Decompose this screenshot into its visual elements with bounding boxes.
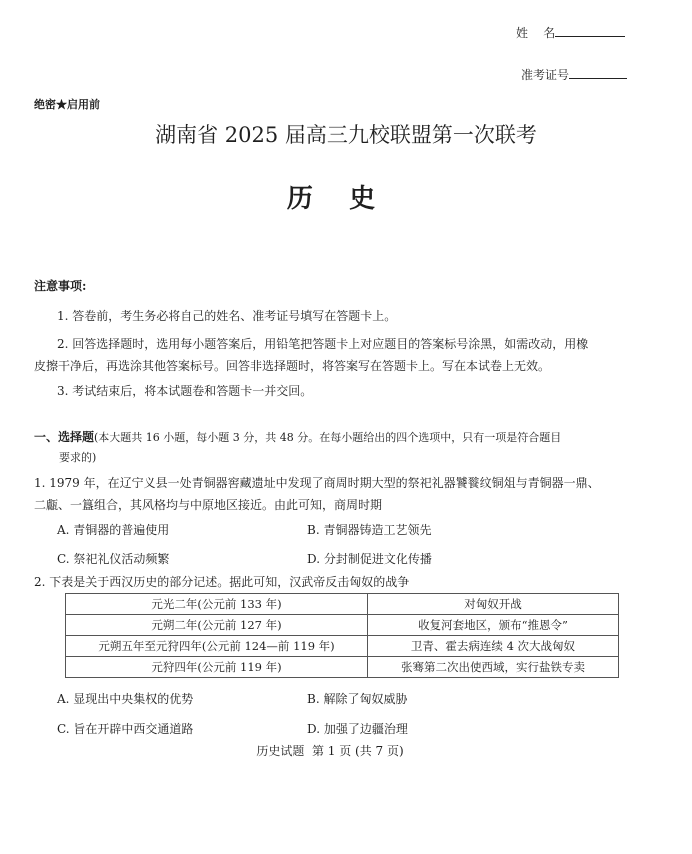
page-footer: 历史试题 第 1 页 (共 7 页): [256, 744, 404, 758]
q1-stem-line1: 1. 1979 年，在辽宁义县一处青铜器窖藏遗址中发现了商周时期大型的祭祀礼器饕餮纹铜俎与青铜器一鼎、: [34, 476, 600, 490]
table-cell: 元朔二年(公元前 127 年): [66, 615, 368, 636]
table-cell: 收复河套地区，颁布“推恩令”: [368, 615, 619, 636]
name-blank[interactable]: [555, 24, 625, 37]
name-label: 姓 名: [516, 26, 556, 40]
table-cell: 元狩四年(公元前 119 年): [66, 657, 368, 678]
table-cell: 元光二年(公元前 133 年): [66, 594, 368, 615]
q2-option-b[interactable]: B. 解除了匈奴威胁: [307, 692, 408, 706]
q1-option-c[interactable]: C. 祭祀礼仪活动频繁: [57, 552, 170, 566]
table-row: [66, 636, 619, 657]
table-row: [66, 594, 619, 615]
subject-title: 历 史: [286, 184, 376, 214]
q2-option-d[interactable]: D. 加强了边疆治理: [307, 722, 408, 736]
section-desc: (本大题共 16 小题，每小题 3 分，共 48 分。在每小题给出的四个选项中，只有一项是符合题目: [94, 431, 562, 444]
exam-id-label: 准考证号: [521, 68, 570, 82]
exam-title: 湖南省 2025 届高三九校联盟第一次联考: [155, 123, 537, 147]
q1-option-d[interactable]: D. 分封制促进文化传播: [307, 552, 432, 566]
notice-item-2-cont: 皮擦干净后，再选涂其他答案标号。回答非选择题时，将答案写在答题卡上。写在本试卷上无效。: [34, 359, 551, 373]
q1-stem-line2: 二甗、一簋组合，其风格均与中原地区接近。由此可知，商周时期: [34, 498, 383, 512]
table-cell: 元朔五年至元狩四年(公元前 124—前 119 年): [66, 636, 368, 657]
history-table: [65, 593, 619, 678]
notice-item-1: 1. 答卷前，考生务必将自己的姓名、准考证号填写在答题卡上。: [57, 309, 397, 323]
notice-heading: 注意事项:: [34, 279, 87, 293]
section-title: 一、选择题: [34, 430, 95, 444]
section-desc-cont: 要求的): [59, 451, 97, 464]
table-cell: 张骞第二次出使西域，实行盐铁专卖: [368, 657, 619, 678]
q2-stem: 2. 下表是关于西汉历史的部分记述。据此可知，汉武帝反击匈奴的战争: [34, 575, 410, 589]
name-label-line: [516, 24, 625, 41]
table-row: [66, 657, 619, 678]
section-heading: [34, 428, 561, 447]
exam-id-blank[interactable]: [569, 66, 627, 79]
q1-option-b[interactable]: B. 青铜器铸造工艺领先: [307, 523, 432, 537]
table-cell: 卫青、霍去病连续 4 次大战匈奴: [368, 636, 619, 657]
secret-label: 绝密★启用前: [34, 98, 100, 111]
notice-item-2: 2. 回答选择题时，选用每小题答案后，用铅笔把答题卡上对应题目的答案标号涂黑，如需改动，用橡: [57, 337, 589, 351]
q1-option-a[interactable]: A. 青铜器的普遍使用: [57, 523, 170, 537]
notice-item-3: 3. 考试结束后，将本试题卷和答题卡一并交回。: [57, 384, 313, 398]
q2-option-c[interactable]: C. 旨在开辟中西交通道路: [57, 722, 194, 736]
table-cell: 对匈奴开战: [368, 594, 619, 615]
table-row: [66, 615, 619, 636]
exam-id-label-line: [521, 66, 627, 83]
q2-option-a[interactable]: A. 显现出中央集权的优势: [57, 692, 194, 706]
